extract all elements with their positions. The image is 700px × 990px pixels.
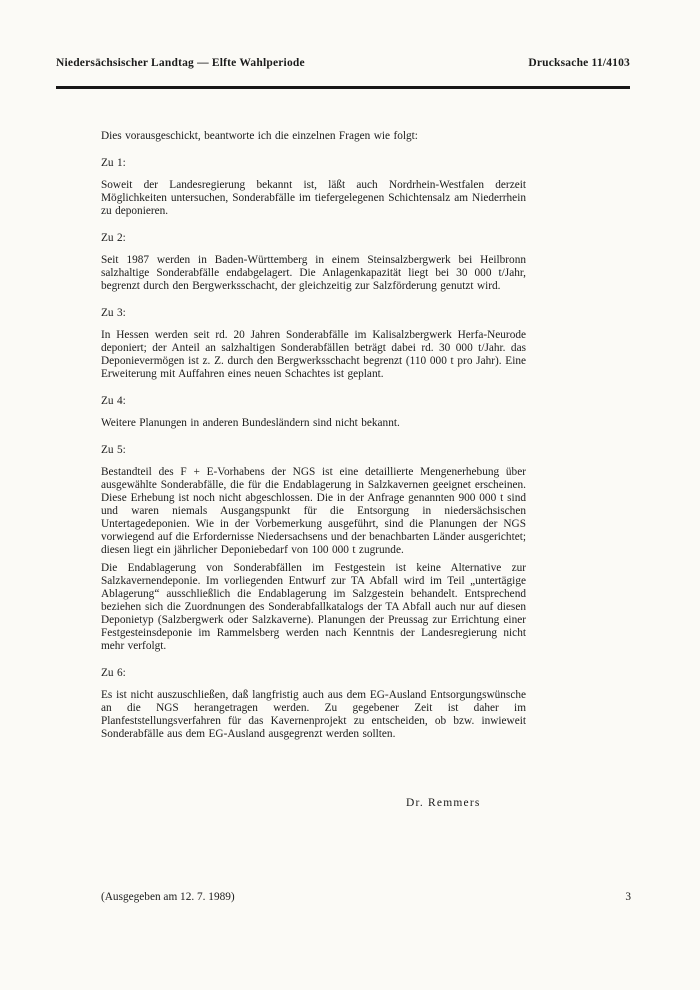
section-label-zu5: Zu 5: <box>101 444 126 456</box>
section-paragraph: Die Endablagerung von Sonderabfällen im Festgestein ist keine Alternative zur Salzkavernendeponie. Im vorliegenden Entwurf zur TA Abfall wird im Teil „untertägige Ablagerung“ ausschließlich die Endablagerung im Salzgestein behandelt. Entsprechend beziehen sich die Zuordnungen des Sonderabfallkatalogs der TA Abfall auch nur auf diesen Deponietyp (Salzbergwerk oder Salzkaverne). Planungen der Preussag zur Errichtung einer Festgesteinsdeponie im Rammelsberg werden nach Kenntnis der Landesregierung nicht mehr verfolgt. <box>101 562 526 652</box>
section-paragraph: Es ist nicht auszuschließen, daß langfristig auch aus dem EG-Ausland Entsorgungswünsche an die NGS herangetragen werden. Zu gegebener Zeit ist daher im Planfeststellungsverfahren für das Kavernenprojekt zu entscheiden, ob bzw. inwieweit Sonderabfälle aus dem EG-Ausland ausgegrenzt werden sollten. <box>101 689 526 740</box>
section-paragraph: In Hessen werden seit rd. 20 Jahren Sonderabfälle im Kalisalzbergwerk Herfa-Neurode deponiert; der Anteil an salzhaltigen Sonderabfällen beträgt dabei rd. 30 000 t/Jahr. das Deponievermögen ist z. Z. durch den Bergwerksschacht begrenzt (110 000 t pro Jahr). Eine Erweiterung mit Auffahren eines neuen Schachtes ist geplant. <box>101 329 526 380</box>
section-label-zu6: Zu 6: <box>101 667 126 679</box>
signature: Dr. Remmers <box>406 797 481 809</box>
header-drucksache-number: Drucksache 11/4103 <box>528 57 630 69</box>
section-label-zu2: Zu 2: <box>101 232 126 244</box>
footer-issued-date: (Ausgegeben am 12. 7. 1989) <box>101 891 235 903</box>
header-title: Niedersächsischer Landtag — Elfte Wahlperiode <box>56 57 305 69</box>
intro-paragraph: Dies vorausgeschickt, beantworte ich die einzelnen Fragen wie folgt: <box>101 130 418 142</box>
section-paragraph: Soweit der Landesregierung bekannt ist, läßt auch Nordrhein-Westfalen derzeit Möglichkeiten untersuchen, Sonderabfälle im tiefergelegenen Schichtensalz am Niederrhein zu deponieren. <box>101 179 526 217</box>
footer-page-number: 3 <box>625 891 631 903</box>
section-paragraph: Weitere Planungen in anderen Bundesländern sind nicht bekannt. <box>101 417 400 429</box>
header-rule <box>56 86 630 89</box>
section-paragraph: Bestandteil des F + E-Vorhabens der NGS ist eine detaillierte Mengenerhebung über ausgewählte Sonderabfälle, die für die Endablagerung in Salzkavernen geeignet erscheinen. Diese Erhebung ist noch nicht abgeschlossen. Die in der Anfrage genannten 900 000 t sind und waren niemals Ausgangspunkt für die Entsorgung in niedersächsischen Untertagedeponien. Wie in der Vorbemerkung ausgeführt, sind die Planungen der NGS vorwiegend auf die Erfordernisse Niedersachsens und der benachbarten Länder ausgerichtet; diesen liegt ein jährlicher Deponiebedarf von 100 000 t zugrunde. <box>101 466 526 556</box>
section-label-zu1: Zu 1: <box>101 157 126 169</box>
document-header <box>56 57 630 69</box>
document-body <box>101 130 526 741</box>
section-label-zu3: Zu 3: <box>101 307 126 319</box>
section-paragraph: Seit 1987 werden in Baden-Württemberg in einem Steinsalzbergwerk bei Heilbronn salzhaltige Sonderabfälle endabgelagert. Die Anlagenkapazität liegt bei 30 000 t/Jahr, begrenzt durch den Bergwerksschacht, der gleichzeitig zur Salzförderung genutzt wird. <box>101 254 526 292</box>
section-label-zu4: Zu 4: <box>101 395 126 407</box>
